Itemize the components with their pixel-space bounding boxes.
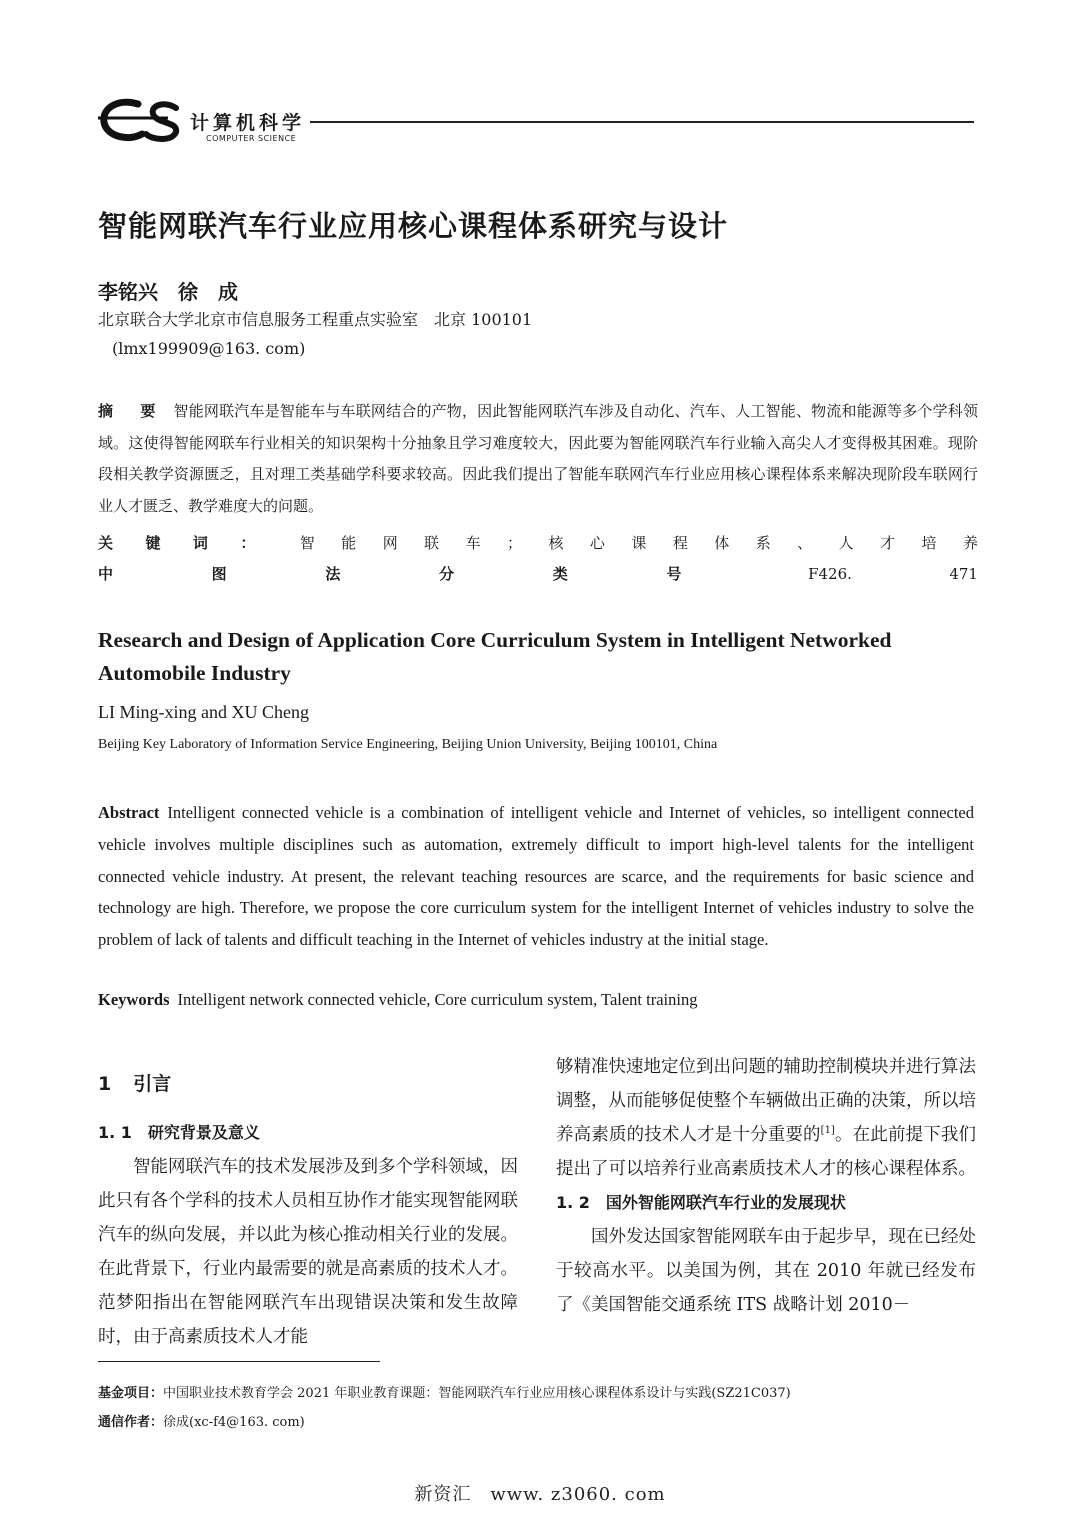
body-paragraph-1-end: 。在此前提下我们提出了可以培养行业高素质技术人才的核心课程体系。	[556, 1125, 977, 1179]
abstract-en-label: Abstract	[98, 803, 160, 822]
section-1-2-title: 国外智能网联汽车行业的发展现状	[605, 1193, 846, 1212]
footnote-funding-label: 基金项目：	[98, 1386, 164, 1401]
body-paragraph-2: 国外发达国家智能网联车由于起步早，现在已经处于较高水平。以美国为例，其在 2010 年就已经发布了《美国智能交通系统 ITS 战略计划 2010－	[556, 1227, 976, 1315]
section-1-title: 引言	[133, 1073, 172, 1095]
footnote-corresponding-label: 通信作者：	[98, 1415, 164, 1430]
classification-cn	[98, 559, 978, 591]
body-right-column	[556, 1050, 976, 1322]
paper-title-cn: 智能网联汽车行业应用核心课程体系研究与设计	[98, 209, 729, 243]
section-1-2-heading	[556, 1186, 976, 1220]
classification-cn-label: 中图法分类号	[98, 565, 781, 583]
citation-1[interactable]: [1]	[820, 1125, 835, 1137]
journal-name-en: COMPUTER SCIENCE	[206, 134, 297, 143]
authors-en: LI Ming-xing and XU Cheng	[98, 702, 309, 722]
affiliation-en: Beijing Key Laboratory of Information Service Engineering, Beijing Union University, Beijing 100101, China	[98, 737, 718, 752]
keywords-en-label: Keywords	[98, 990, 170, 1009]
footnote-funding-text: 中国职业技术教育学会 2021 年职业教育课题：智能网联汽车行业应用核心课程体系设计与实践(SZ21C037)	[163, 1386, 791, 1401]
journal-logo	[98, 96, 193, 146]
footnote-corresponding	[98, 1411, 305, 1430]
body-paragraph-1-continued	[556, 1050, 976, 1186]
body-left-column	[98, 1064, 518, 1354]
abstract-en-text: Intelligent connected vehicle is a combination of intelligent vehicle and Internet of vehicles, so intelligent connected vehicle involves multiple disciplines such as automation, extremely difficult to import high-level talents for the intelligent connected vehicle industry. At present, the relevant teaching resources are scarce, and the requirements for basic science and technology are high. Therefore, we propose the core curriculum system for the intelligent Internet of vehicles industry to solve the problem of lack of talents and difficult teaching in the Internet of vehicles industry at the initial stage.	[98, 803, 974, 950]
abstract-cn-label: 摘 要	[98, 402, 162, 420]
section-1-1-number: 1. 1	[98, 1123, 132, 1142]
abstract-en	[98, 797, 974, 956]
keywords-cn	[98, 528, 978, 560]
footnote-corresponding-text: 徐成(xc-f4@163. com)	[163, 1415, 305, 1430]
header-rule	[310, 121, 974, 123]
abstract-cn-text: 智能网联汽车是智能车与车联网结合的产物，因此智能网联汽车涉及自动化、汽车、人工智能、物流和能源等多个学科领域。这使得智能网联车行业相关的知识架构十分抽象且学习难度较大，因此要为智能网联汽车行业输入高尖人才变得极其困难。现阶段相关教学资源匮乏，且对理工类基础学科要求较高。因此我们提出了智能车联网汽车行业应用核心课程体系来解决现阶段车联网行业人才匮乏、教学难度大的问题。	[98, 402, 978, 515]
affiliation-cn: 北京联合大学北京市信息服务工程重点实验室 北京 100101	[98, 310, 533, 329]
keywords-en	[98, 990, 697, 1010]
section-1-number: 1	[98, 1073, 112, 1095]
footnote-rule	[98, 1361, 380, 1362]
journal-logo-text: CS	[98, 96, 100, 97]
abstract-cn	[98, 396, 978, 522]
authors-cn: 李铭兴 徐 成	[98, 280, 238, 304]
journal-name-cn: 计算机科学	[190, 112, 306, 134]
body-paragraph-1-cont-text: 够精准快速地定位到出问题的辅助控制模块并进行算法调整，从而能够促使整个车辆做出正确的决策，所以培养高素质的技术人才是十分重要的	[556, 1057, 976, 1145]
body-paragraph-1: 智能网联汽车的技术发展涉及到多个学科领域，因此只有各个学科的技术人员相互协作才能实现智能网联汽车的纵向发展，并以此为核心推动相关行业的发展。在此背景下，行业内最需要的就是高素质的技术人才。范梦阳指出在智能网联汽车出现错误决策和发生故障时，由于高素质技术人才能	[98, 1157, 518, 1347]
watermark: 新资汇 www. z3060. com	[414, 1484, 666, 1505]
email-cn: (lmx199909@163. com)	[112, 339, 306, 358]
footnote-funding	[98, 1382, 791, 1401]
keywords-en-text: Intelligent network connected vehicle, Core curriculum system, Talent training	[177, 990, 698, 1009]
keywords-cn-text: 智能网联车；核心课程体系、人才培养	[299, 534, 978, 552]
section-1-1-title: 研究背景及意义	[147, 1123, 260, 1142]
section-1-heading	[98, 1064, 518, 1116]
paper-title-en: Research and Design of Application Core Curriculum System in Intelligent Networked Automobile Industry	[98, 628, 892, 685]
classification-cn-value: F426. 471	[808, 565, 978, 583]
section-1-2-number: 1. 2	[556, 1193, 590, 1212]
keywords-cn-label: 关键词：	[98, 534, 288, 552]
section-1-1-heading	[98, 1116, 518, 1150]
